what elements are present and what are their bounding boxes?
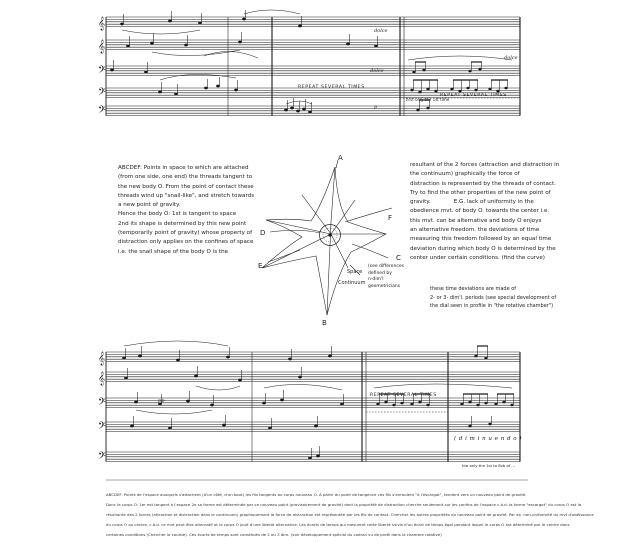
- dynamic-pp: pp: [158, 398, 165, 404]
- svg-text:𝄢: 𝄢: [98, 420, 106, 434]
- dynamic-p: p: [374, 104, 378, 110]
- repeat-label-2: REPEAT SEVERAL TIMES: [440, 93, 507, 98]
- time-deviation-note: these time deviations are made of 2- or 3- dim'l. periods (see special development of the dial seen in profile in "the rotative chamber"): [430, 286, 557, 309]
- geometricians-note: (see differences defined by n-dim'l geometricians: [368, 264, 405, 289]
- footer-line-5: certaines conditions (Chercher la courbe). Ces écarts de temps sont constitués de 2 ou 3 dim. (voir développement spécial du cadran vu de profil dans la chambre rotative): [106, 532, 442, 537]
- footer-line-3: résultante des 2 forces (attraction et distraction dans le continuum) graphiquement la force de distraction est représentée par les fils de contact. Chercher les autres propriétés du nouveau point de gravité. Par ex. non-uniformité du mvt d'obéissance: [106, 512, 594, 517]
- treble-clef: 𝄞: [98, 16, 106, 30]
- footer-line-4: du corps O au centre, c.à.d. ce mvt peut être alternatif et le corps O jouit d'une liberté alternative. Les écarts de temps qui mesurent cette liberté suivis d'un écart de temps égal pendant lequel le corps O est déterminé par le centre dans: [106, 522, 570, 527]
- svg-text:𝄞: 𝄞: [98, 371, 106, 385]
- repeat-label-3: REPEAT SEVERAL TIMES: [370, 393, 437, 398]
- point-label-a: A: [338, 154, 343, 162]
- svg-text:𝄢: 𝄢: [98, 450, 106, 464]
- dynamic-dolce-1: dolce: [374, 28, 388, 34]
- octave-note: the only the 1st to 8vb of ...: [462, 463, 515, 468]
- svg-text:𝄢: 𝄢: [98, 86, 106, 100]
- explanation-text-left: ABCDEF: Points in space to which are attached (from one side, one end) the threads tangent to the new body O. From the point of contact these threads wind up "snail-like", and stretch towards a new point of gravity. Hence the body O: 1st is tangent to space 2nd its shape is determined by this new point (temporarily point of gravity) whose property of distraction only applies on the confines of space i.e. the snail shape of the body O is the: [118, 165, 255, 255]
- point-label-e: E: [258, 262, 263, 270]
- svg-text:𝄢: 𝄢: [98, 64, 106, 78]
- dynamic-dolce-3: dolce: [504, 55, 518, 61]
- footer-line-2: Donc le corps O: 1er est tangent à l'espace 2e sa forme est déterminée par ce nouveau point (provisoirement de gravité) dont la propriété de distraction cherche seulement sur les confins de l'espace c.à.d. la forme "escargot" du corps O est la: [106, 502, 582, 507]
- point-label-f: F: [388, 214, 393, 222]
- svg-text:𝄢: 𝄢: [98, 104, 106, 118]
- point-label-d: D: [260, 229, 266, 237]
- diminuendo-marking: ( d i m i n u e n d o ): [454, 436, 522, 442]
- continuum-label: Continuum: [338, 280, 366, 286]
- repeat-label-1: REPEAT SEVERAL TIMES: [298, 85, 365, 90]
- space-label: Space: [347, 269, 363, 275]
- first-time-note: first only the 1st time: [406, 97, 450, 102]
- dynamic-dolce-2: dolce: [370, 68, 384, 74]
- point-label-b: B: [322, 319, 327, 327]
- footer-line-1: ABCDEF: Points de l'espace auxquels s'attachent (d'un côté, d'un bout) les fils tangents au corps nouveau O. A partir du point de tangence ces fils s'enroulent "à l'escargot", tendent vers un nouveau point de gravité.: [106, 492, 527, 497]
- svg-text:𝄞: 𝄞: [98, 39, 106, 53]
- svg-text:𝄢: 𝄢: [98, 396, 106, 410]
- point-label-c: C: [396, 254, 401, 262]
- svg-text:𝄞: 𝄞: [98, 351, 106, 365]
- explanation-text-right: resultant of the 2 forces (attraction and distraction in the continuum) graphically the force of distraction is represented by the threads of contact. Try to find the other properties of the new point of gravity. E.G. lack of uniformity in the obedience mvt. of body O. towards the center i.e. this mvt. can be alternative and body O enjoys an alternative freedom. the deviations of time measuring this freedom followed by an equal time deviation during which body O is determined by the center under certain conditions. (find the curve): [410, 162, 560, 261]
